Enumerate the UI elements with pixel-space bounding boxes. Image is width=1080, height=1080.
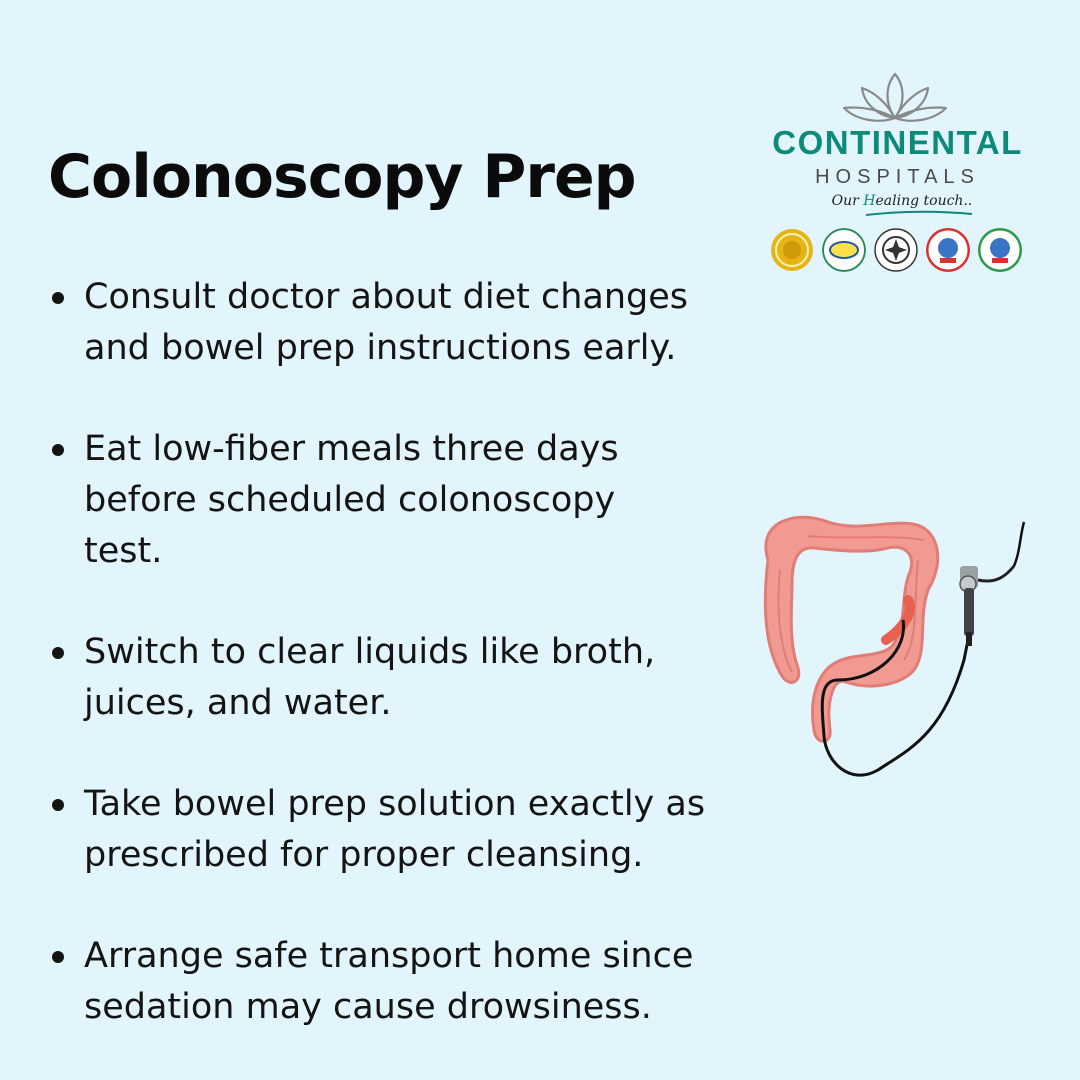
bullet-dot-icon bbox=[52, 444, 64, 456]
list-item bbox=[48, 272, 748, 374]
endoscope-handle-icon bbox=[960, 522, 1024, 646]
list-item bbox=[48, 627, 748, 729]
tagline-swoosh-icon bbox=[864, 210, 974, 218]
nabh-green-badge-icon bbox=[978, 228, 1022, 272]
tagline-pre: Our bbox=[831, 193, 864, 209]
tagline-h: H bbox=[863, 193, 876, 209]
colon-icon bbox=[765, 517, 937, 741]
bullet-dot-icon bbox=[52, 951, 64, 963]
nabl-badge-icon bbox=[874, 228, 918, 272]
colonoscope-illustration bbox=[728, 500, 1038, 790]
page-title: Colonoscopy Prep bbox=[48, 142, 636, 212]
tagline-post: ealing touch.. bbox=[875, 193, 973, 209]
list-item bbox=[48, 931, 748, 1033]
bullet-line: test. bbox=[84, 531, 163, 571]
qai-badge-icon bbox=[822, 228, 866, 272]
bullet-line: sedation may cause drowsiness. bbox=[84, 987, 652, 1027]
nabh-badge-icon bbox=[926, 228, 970, 272]
bullet-dot-icon bbox=[52, 647, 64, 659]
gold-seal-icon bbox=[770, 228, 814, 272]
bullet-dot-icon bbox=[52, 799, 64, 811]
bullet-list bbox=[48, 272, 748, 1033]
bullet-line: juices, and water. bbox=[84, 683, 392, 723]
bullet-dot-icon bbox=[52, 292, 64, 304]
logo-subtitle: HOSPITALS bbox=[815, 166, 980, 188]
bullet-line: Eat low-fiber meals three days bbox=[84, 429, 619, 469]
bullet-line: Consult doctor about diet changes bbox=[84, 277, 689, 317]
bullet-line: before scheduled colonoscopy bbox=[84, 480, 616, 520]
logo-tagline bbox=[822, 193, 982, 209]
hospital-logo bbox=[760, 66, 1035, 281]
bullet-line: Switch to clear liquids like broth, bbox=[84, 632, 656, 672]
bullet-line: Arrange safe transport home since bbox=[84, 936, 694, 976]
bullet-line: Take bowel prep solution exactly as bbox=[84, 784, 706, 824]
logo-name: CONTINENTAL bbox=[772, 124, 1023, 161]
bullet-line: and bowel prep instructions early. bbox=[84, 328, 677, 368]
bullet-line: prescribed for proper cleansing. bbox=[84, 835, 644, 875]
accreditation-badges bbox=[770, 228, 1025, 278]
lotus-icon bbox=[840, 66, 950, 126]
list-item bbox=[48, 424, 748, 577]
list-item bbox=[48, 779, 748, 881]
